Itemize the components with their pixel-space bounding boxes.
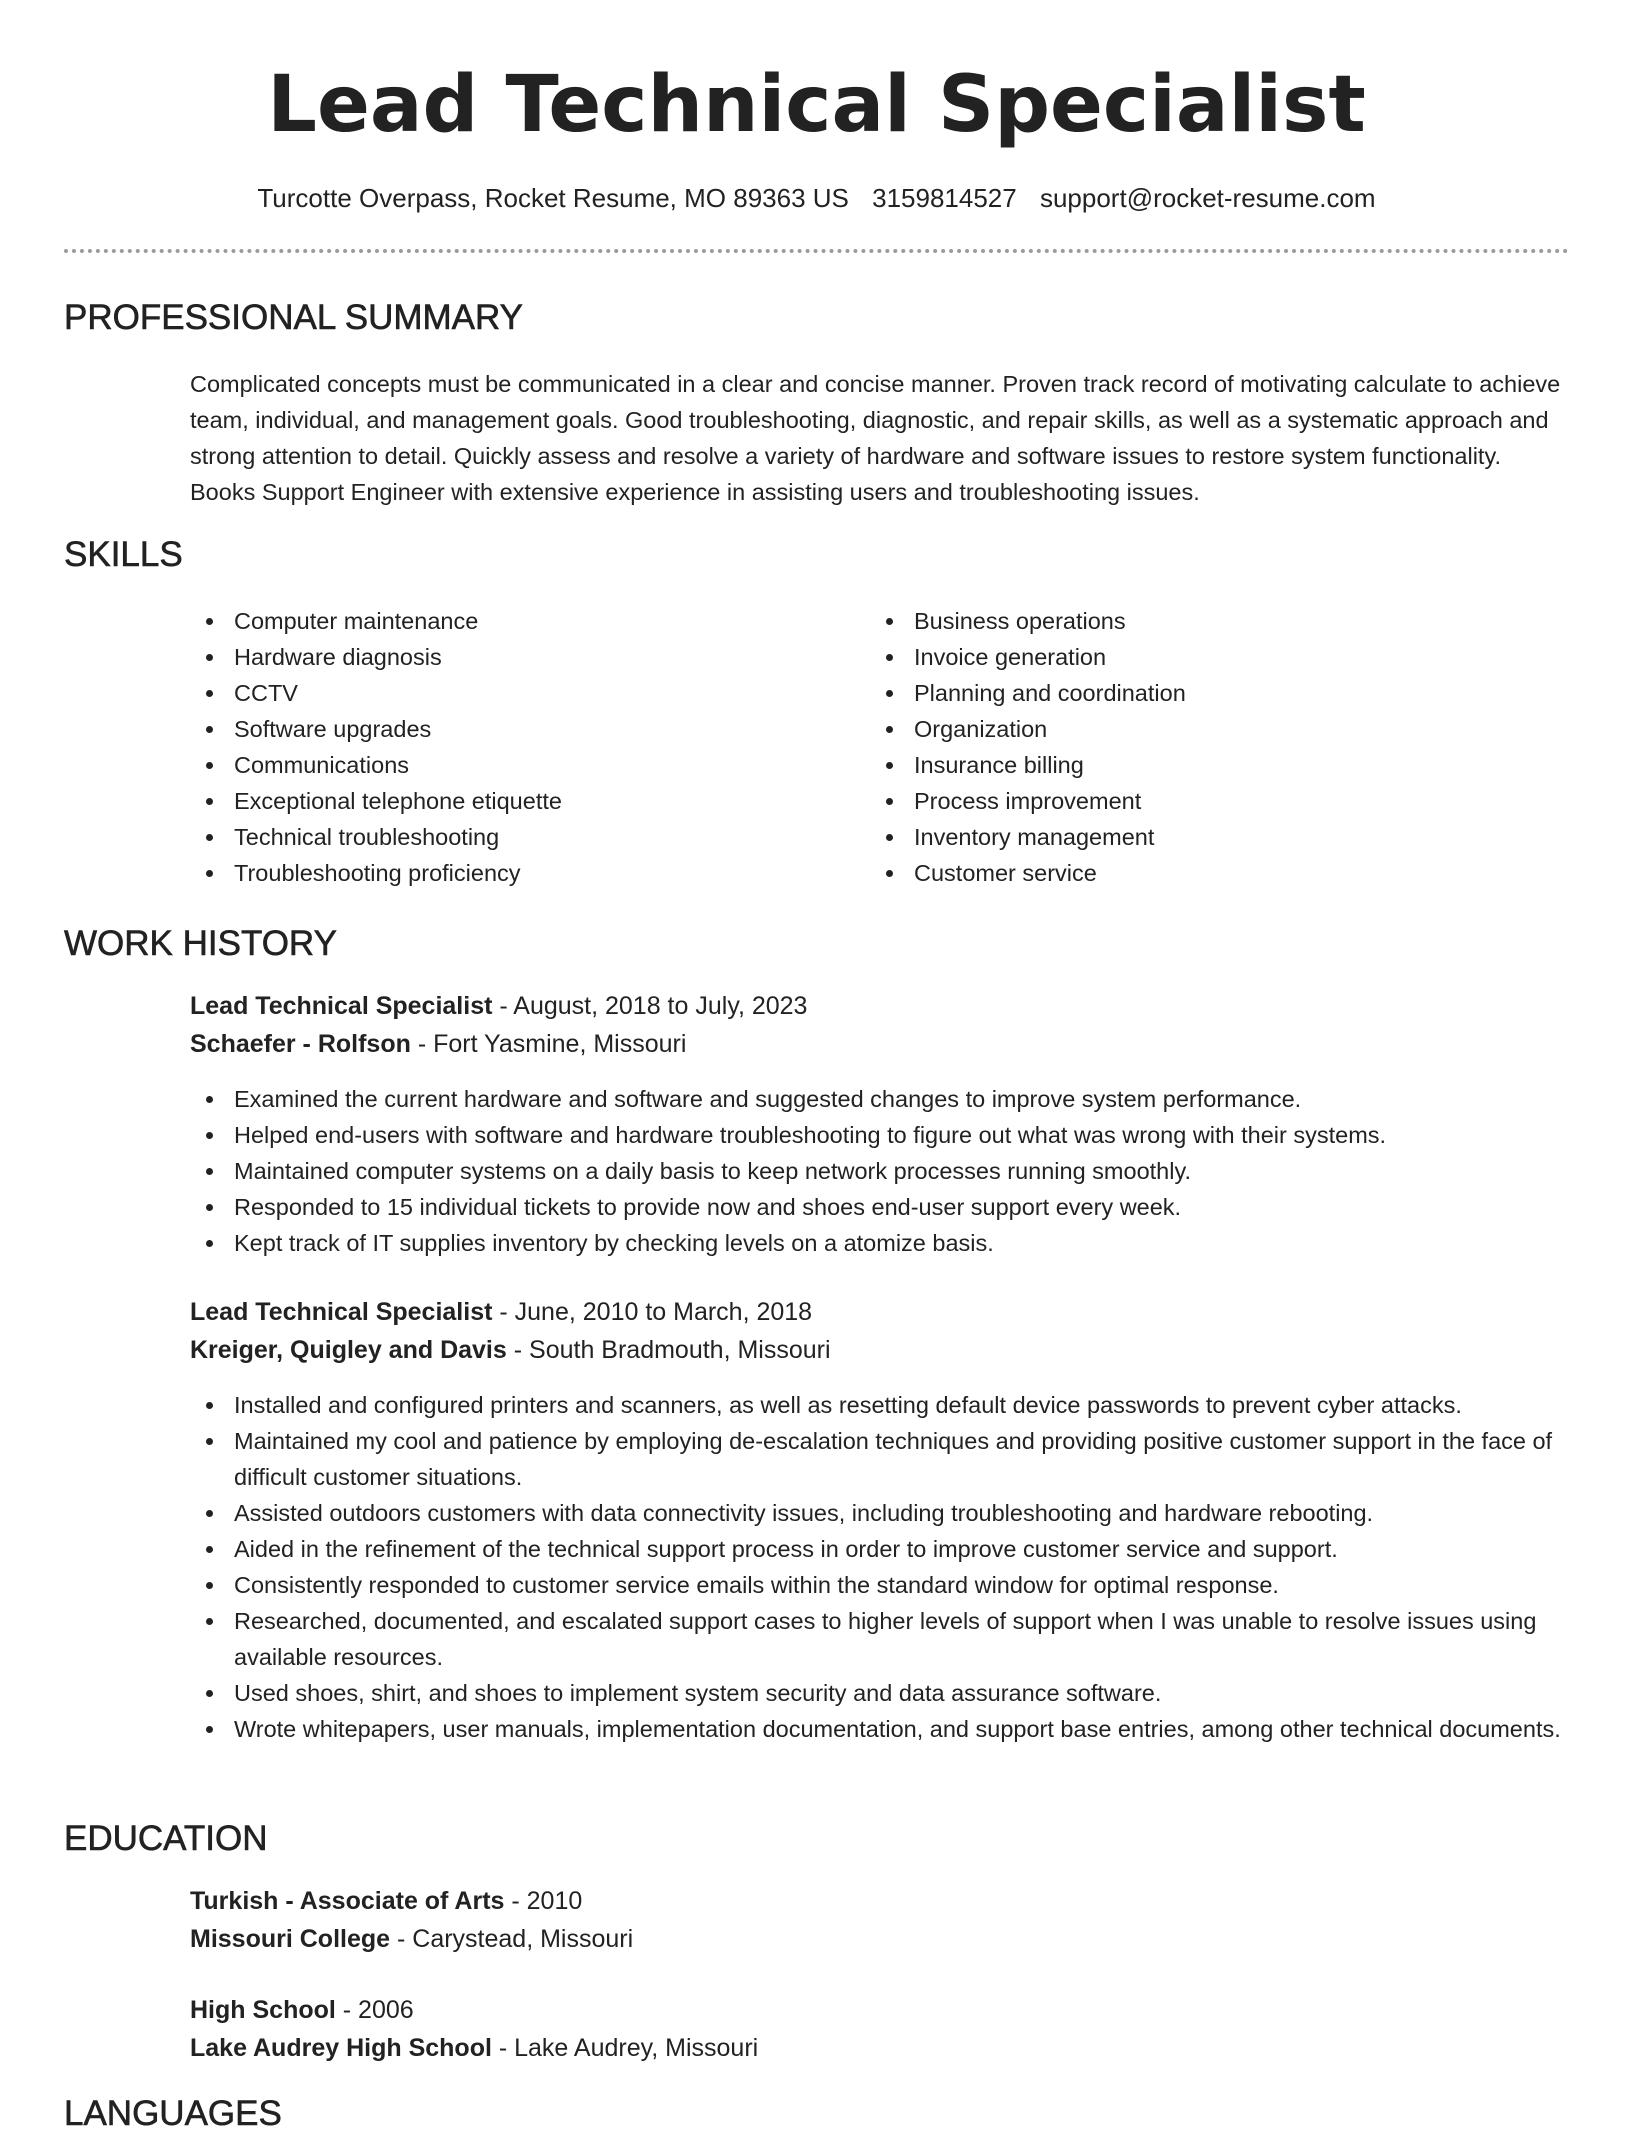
resume-page [64, 0, 1569, 2133]
skills-list-left [190, 603, 562, 891]
skill-item: Inventory management [870, 819, 1186, 855]
skill-item: Communications [190, 747, 562, 783]
skill-item: Customer service [870, 855, 1186, 891]
job-location: - Fort Yasmine, Missouri [410, 1030, 687, 1058]
job-company: Kreiger, Quigley and Davis [190, 1336, 507, 1364]
education-school: Lake Audrey High School [190, 2034, 492, 2062]
skill-item: Insurance billing [870, 747, 1186, 783]
job-company-line [190, 1331, 1570, 1369]
job-location: - South Bradmouth, Missouri [506, 1336, 831, 1364]
job-title-line [190, 1293, 1570, 1331]
education-entry [190, 1882, 1570, 1958]
education-degree-line [190, 1991, 1570, 2029]
job-duty: Assisted outdoors customers with data connectivity issues, including troubleshooting and hardware rebooting. [190, 1495, 1570, 1531]
job-duty: Maintained my cool and patience by employing de-escalation techniques and providing positive customer support in the face of difficult customer situations. [190, 1423, 1570, 1495]
job-role: Lead Technical Specialist [190, 1298, 493, 1326]
skill-item: Planning and coordination [870, 675, 1186, 711]
skill-item: Troubleshooting proficiency [190, 855, 562, 891]
job-duty: Researched, documented, and escalated support cases to higher levels of support when I was unable to resolve issues using available resources. [190, 1603, 1570, 1675]
contact-email[interactable]: support@rocket-resume.com [1039, 183, 1376, 213]
job-duty: Aided in the refinement of the technical support process in order to improve customer service and support. [190, 1531, 1570, 1567]
education-school: Missouri College [190, 1925, 391, 1953]
header-divider [64, 249, 1569, 253]
job-duty: Maintained computer systems on a daily basis to keep network processes running smoothly. [190, 1153, 1570, 1189]
candidate-name: Lead Technical Specialist [267, 60, 1366, 150]
job-company-line [190, 1025, 1570, 1063]
job-duty: Consistently responded to customer service emails within the standard window for optimal response. [190, 1567, 1570, 1603]
work-history-heading: WORK HISTORY [64, 924, 337, 963]
skill-item: Computer maintenance [190, 603, 562, 639]
skill-item: Hardware diagnosis [190, 639, 562, 675]
skill-item: Technical troubleshooting [190, 819, 562, 855]
contact-address: Turcotte Overpass, Rocket Resume, MO 89363 US [257, 183, 849, 213]
education-year: - 2010 [504, 1887, 583, 1915]
education-degree-line [190, 1882, 1570, 1920]
skill-item: Process improvement [870, 783, 1186, 819]
skill-item: Business operations [870, 603, 1186, 639]
skill-item: CCTV [190, 675, 562, 711]
job-duties-list [190, 1081, 1570, 1261]
job-duty: Examined the current hardware and software and suggested changes to improve system performance. [190, 1081, 1570, 1117]
education-location: - Carystead, Missouri [390, 1925, 634, 1953]
summary-heading: PROFESSIONAL SUMMARY [64, 298, 523, 337]
contact-phone: 3159814527 [872, 183, 1017, 213]
job-duties-list [190, 1387, 1570, 1747]
education-location: - Lake Audrey, Missouri [491, 2034, 759, 2062]
education-degree: High School [190, 1996, 336, 2024]
job-duty: Kept track of IT supplies inventory by checking levels on a atomize basis. [190, 1225, 1570, 1261]
job-duty: Responded to 15 individual tickets to provide now and shoes end-user support every week. [190, 1189, 1570, 1225]
skill-item: Invoice generation [870, 639, 1186, 675]
summary-text: Complicated concepts must be communicated in a clear and concise manner. Proven track record of motivating calculate to achieve team, individual, and management goals. Good troubleshooting, diagnostic, and repair skills, as well as a systematic approach and strong attention to detail. Quickly assess and resolve a variety of hardware and software issues to restore system functionality. Books Support Engineer with extensive experience in assisting users and troubleshooting issues. [190, 371, 1561, 505]
job-duty: Installed and configured printers and scanners, as well as resetting default device passwords to prevent cyber attacks. [190, 1387, 1570, 1423]
education-heading: EDUCATION [64, 1819, 268, 1858]
job-title-line [190, 987, 1570, 1025]
education-entry [190, 1991, 1570, 2067]
job-entry [190, 1293, 1570, 1369]
education-school-line [190, 1920, 1570, 1958]
job-duty: Used shoes, shirt, and shoes to implement system security and data assurance software. [190, 1675, 1570, 1711]
skills-heading: SKILLS [64, 535, 183, 574]
skill-item: Exceptional telephone etiquette [190, 783, 562, 819]
job-duty: Helped end-users with software and hardware troubleshooting to figure out what was wrong with their systems. [190, 1117, 1570, 1153]
job-role: Lead Technical Specialist [190, 992, 493, 1020]
job-dates: - June, 2010 to March, 2018 [492, 1298, 813, 1326]
job-company: Schaefer - Rolfson [190, 1030, 411, 1058]
job-entry [190, 987, 1570, 1063]
skill-item: Organization [870, 711, 1186, 747]
skill-item: Software upgrades [190, 711, 562, 747]
languages-heading: LANGUAGES [64, 2094, 282, 2133]
contact-line [64, 182, 1569, 214]
education-year: - 2006 [335, 1996, 414, 2024]
job-dates: - August, 2018 to July, 2023 [492, 992, 808, 1020]
education-degree: Turkish - Associate of Arts [190, 1887, 505, 1915]
education-school-line [190, 2029, 1570, 2067]
skills-list-right [870, 603, 1186, 891]
job-duty: Wrote whitepapers, user manuals, implementation documentation, and support base entries, among other technical documents. [190, 1711, 1570, 1747]
